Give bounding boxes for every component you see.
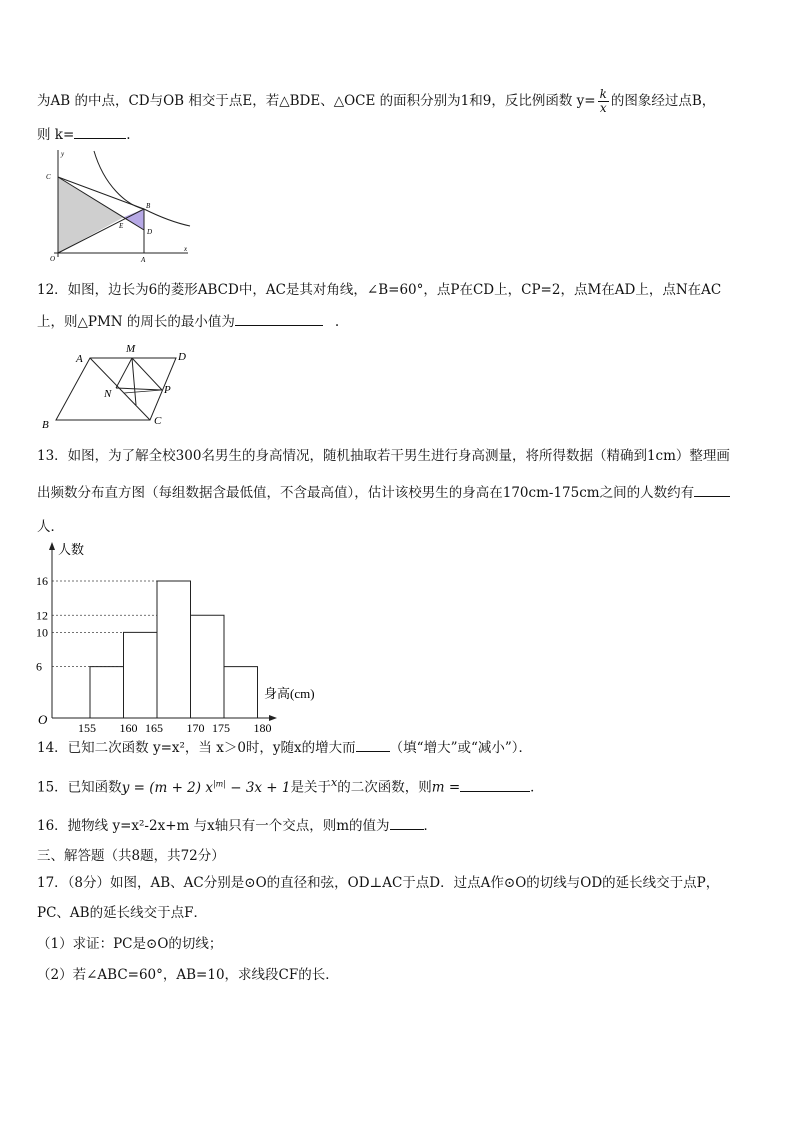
- q15-text-c: 的二次函数，则: [337, 779, 432, 796]
- q14-end: （填“增大”或“减小”）．: [389, 740, 533, 756]
- q14-text: 14．已知二次函数 y=x²，当 x＞0时，y随x的增大而: [37, 740, 356, 756]
- q15-m-eq: m =: [431, 779, 461, 796]
- answer-blank: [694, 483, 730, 497]
- q15-line: [37, 774, 544, 797]
- q17-line1-text: 17．（8分）如图，AB、AC分别是⊙O的直径和弦，OD⊥AC于点D．过点A作⊙O的切线与OD的延长线交于点P，: [37, 875, 720, 891]
- answer-blank: [74, 125, 126, 139]
- section-title: [37, 847, 225, 865]
- q11-line1: [37, 88, 715, 115]
- q12-line2: [37, 312, 339, 331]
- answer-blank: [235, 312, 323, 326]
- height-histogram: [34, 538, 334, 733]
- label-a: A: [141, 256, 146, 264]
- label-b: B: [146, 202, 151, 210]
- y-axis-arrow: [49, 542, 55, 550]
- origin-label: O: [38, 712, 48, 727]
- q16-end: ．: [423, 818, 438, 834]
- q16-line: [37, 816, 437, 835]
- q17-part1-text: （1）求证：PC是⊙O的切线；: [37, 936, 223, 952]
- q11-figure: [40, 145, 195, 265]
- q12-line1: [37, 281, 721, 299]
- histogram-bar: [191, 615, 225, 718]
- histogram-bar: [90, 667, 124, 718]
- label-n: N: [104, 388, 112, 400]
- q12-line2-end: .: [334, 314, 340, 330]
- q17-line1: [37, 874, 719, 892]
- fraction-numerator: k: [599, 87, 607, 101]
- q17-part2-text: （2）若∠ABC=60°，AB=10，求线段CF的长．: [37, 967, 339, 983]
- q17-line2-text: PC、AB的延长线交于点F．: [37, 905, 207, 921]
- y-tick-label: 12: [36, 608, 48, 623]
- segment-p-ac: [124, 390, 162, 393]
- label-b: B: [42, 419, 49, 431]
- fraction-denominator: x: [599, 101, 607, 115]
- segment-m-ac: [132, 358, 136, 405]
- q12-figure: [38, 340, 198, 432]
- q17-part2: [37, 966, 339, 984]
- label-y: y: [61, 150, 65, 158]
- q12-line2-text: 上，则△PMN 的周长的最小值为: [37, 314, 235, 330]
- x-tick-label: 175: [212, 721, 230, 733]
- label-m: M: [126, 343, 136, 355]
- x-tick-label: 165: [145, 721, 163, 733]
- formula-exponent: |m|: [212, 779, 226, 788]
- q12-line1-text: 12．如图，边长为6的菱形ABCD中，AC是其对角线，∠B=60°，点P在CD上，CP=2，点M在AD上，点N在AC: [37, 282, 722, 298]
- x-tick-label: 155: [78, 721, 96, 733]
- label-o: O: [50, 255, 56, 263]
- q13-line1-text: 13．如图，为了解全校300名男生的身高情况，随机抽取若干男生进行身高测量，将所得数据（精确到1cm）整理画: [37, 448, 730, 464]
- histogram-bar: [224, 667, 258, 718]
- formula-part-a: y = (m + 2) x: [121, 779, 213, 796]
- label-p: P: [164, 384, 171, 396]
- rhombus-abcd: [56, 358, 176, 420]
- y-tick-label: 10: [36, 625, 48, 640]
- segment-mp: [132, 358, 162, 390]
- formula-part-b: − 3x + 1: [225, 779, 291, 796]
- y-axis-label: 人数: [58, 542, 85, 557]
- q13-line1: [37, 447, 730, 465]
- q17-line2: [37, 904, 207, 922]
- x-tick-label: 160: [119, 721, 138, 733]
- histogram-bar: [124, 632, 158, 718]
- q15-formula: [122, 780, 291, 796]
- label-e: E: [119, 222, 124, 230]
- x-tick-label: 170: [186, 721, 205, 733]
- label-c: C: [46, 173, 51, 181]
- q11-fraction: [598, 88, 609, 115]
- q13-line2-text: 出频数分布直方图（每组数据含最低值，不含最高值），估计该校男生的身高在170cm-175cm之间的人数约有: [37, 485, 695, 501]
- answer-blank: [390, 816, 424, 830]
- q16-text: 16．抛物线 y=x²-2x+m 与x轴只有一个交点，则m的值为: [37, 818, 390, 834]
- label-d: D: [147, 228, 153, 236]
- q11-line1-text-b: 的图象经过点B，: [610, 93, 716, 109]
- q13-line3-text: 人．: [37, 519, 64, 535]
- label-c: C: [154, 415, 162, 427]
- label-x: x: [184, 245, 188, 253]
- q13-line2: [37, 483, 730, 502]
- answer-blank: [460, 778, 530, 792]
- x-tick-label: 180: [253, 721, 272, 733]
- q11-line2-end: .: [126, 127, 131, 143]
- segment-np: [116, 388, 162, 390]
- q17-part1: [37, 935, 222, 953]
- q13-line3: [37, 518, 64, 536]
- label-d: D: [178, 351, 186, 363]
- q14-line: [37, 738, 532, 757]
- q11-line1-text-a: 为AB 的中点，CD与OB 相交于点E，若△BDE、△OCE 的面积分别为1和9，反比例函数 y=: [37, 93, 596, 109]
- q11-line2-text: 则 k=: [37, 127, 75, 143]
- q15-text-b: 是关于: [290, 779, 332, 796]
- section-title-text: 三、解答题（共8题，共72分）: [37, 848, 225, 864]
- histogram-bar: [157, 581, 191, 718]
- answer-blank: [356, 738, 390, 752]
- q11-line2: [37, 125, 131, 144]
- y-tick-label: 16: [36, 574, 48, 588]
- x-axis-label: 身高(cm): [264, 686, 315, 701]
- y-tick-label: 6: [36, 659, 42, 674]
- q15-var: x: [331, 776, 338, 789]
- q15-text-a: 15．已知函数: [37, 779, 122, 796]
- q15-end: ．: [530, 779, 544, 796]
- segment-mn: [116, 358, 132, 388]
- label-a: A: [76, 353, 83, 365]
